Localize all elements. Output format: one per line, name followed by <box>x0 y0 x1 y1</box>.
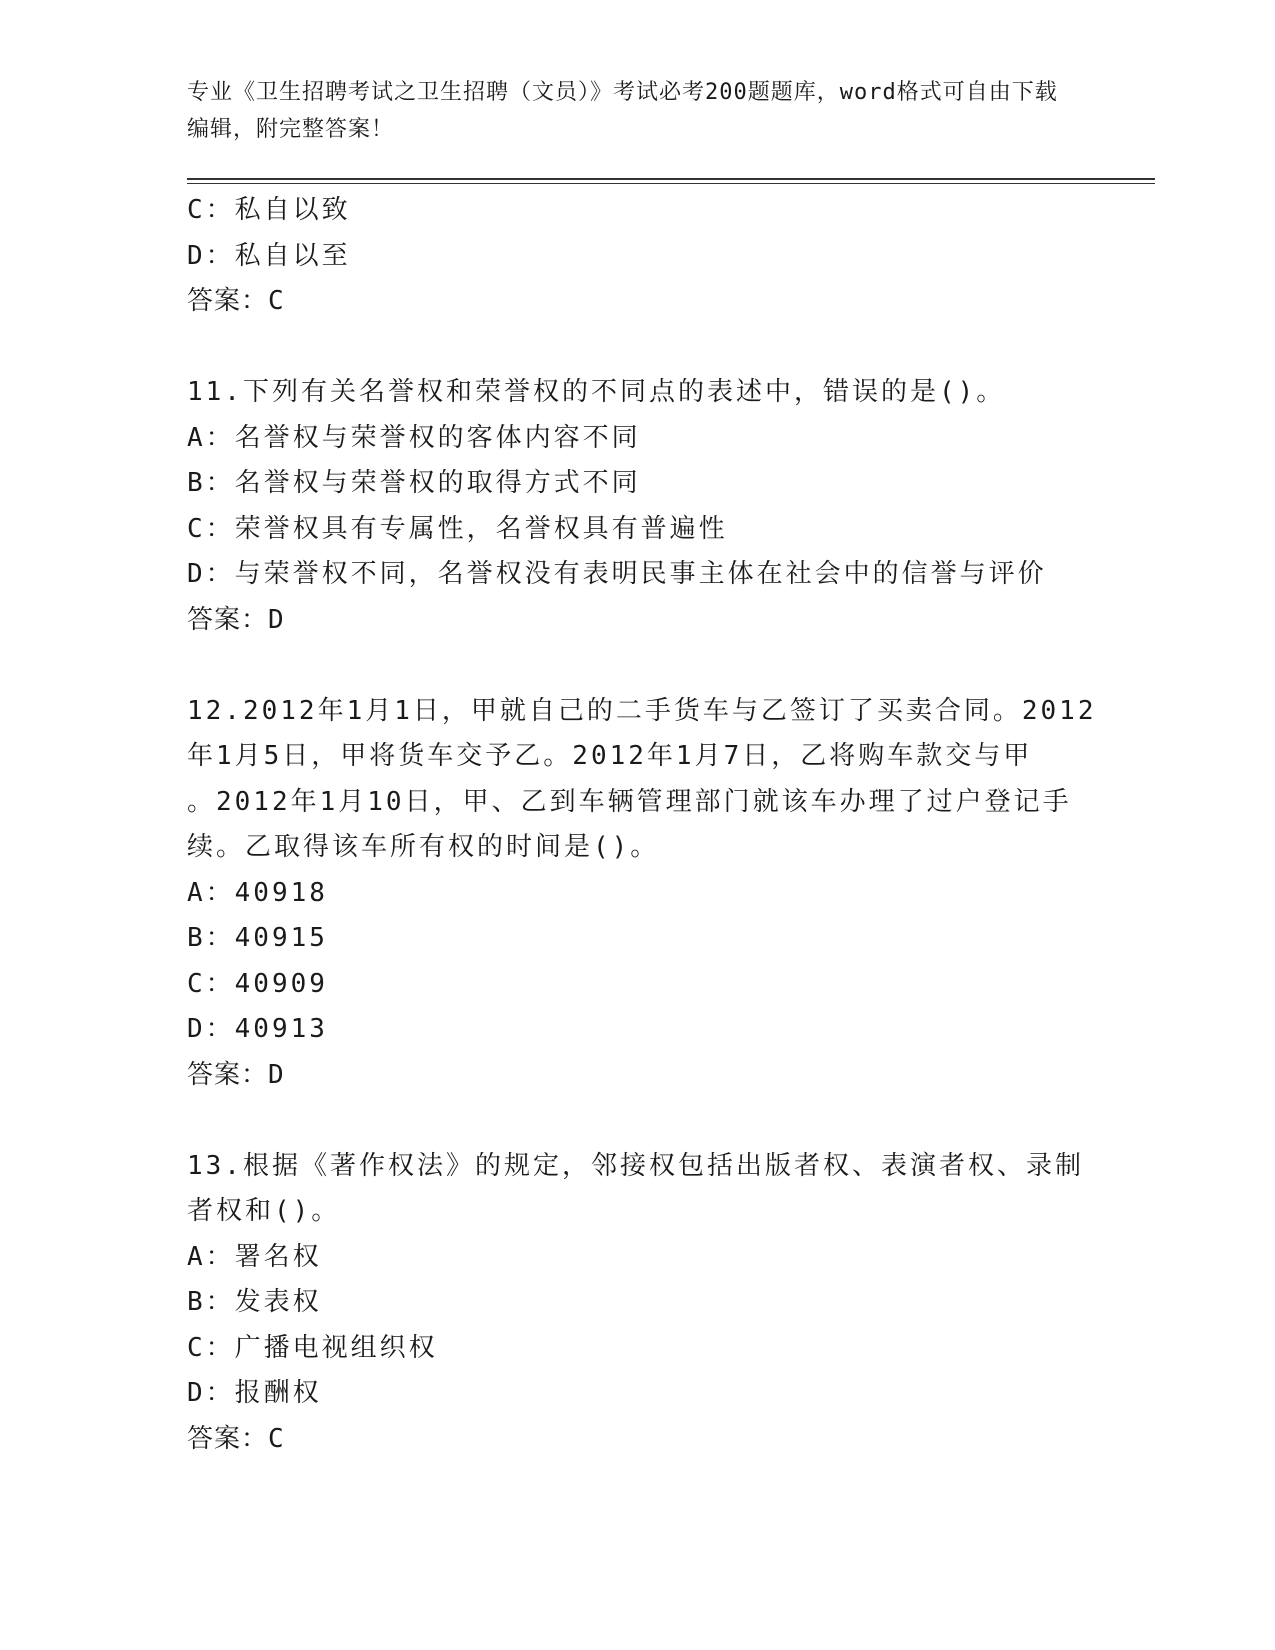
answer-label: 答案： <box>187 604 269 635</box>
answer-label: 答案： <box>187 286 269 316</box>
answer-label: 答案： <box>187 1059 269 1090</box>
option-d: D：报酬权 <box>187 1378 322 1408</box>
question-text-line-1: 13.根据《著作权法》的规定，邻接权包括出版者权、表演者权、录制 <box>187 1150 1084 1181</box>
option-a: A：40918 <box>187 877 328 908</box>
option-b: B：名誉权与荣誉权的取得方式不同 <box>187 468 641 498</box>
question-text-line-1: 12.2012年1月1日，甲就自己的二手货车与乙签订了买卖合同。2012 <box>187 695 1097 726</box>
question-text-line-4: 续。乙取得该车所有权的时间是()。 <box>187 832 660 862</box>
question-block-13 <box>187 1144 1155 1463</box>
question-block-11 <box>187 370 1155 643</box>
option-c: C：广播电视组织权 <box>187 1332 438 1363</box>
option-b: B：40915 <box>187 923 328 953</box>
spacer <box>187 1098 1155 1144</box>
answer-line <box>187 598 1155 644</box>
question-text-line-3: 。2012年1月10日，甲、乙到车辆管理部门就该车办理了过户登记手 <box>187 786 1072 817</box>
option-a: A：署名权 <box>187 1241 322 1272</box>
option-d: D：40913 <box>187 1014 328 1044</box>
option-d: D：私自以至 <box>187 240 351 271</box>
answer-line <box>187 1053 1155 1099</box>
answer-line <box>187 279 1155 325</box>
spacer <box>187 325 1155 371</box>
answer-value: C <box>268 286 285 316</box>
answer-value: D <box>268 1059 285 1090</box>
answer-value: C <box>268 1423 285 1454</box>
option-d: D：与荣誉权不同，名誉权没有表明民事主体在社会中的信誉与评价 <box>187 559 1047 589</box>
question-text-line-2: 年1月5日，甲将货车交予乙。2012年1月7日，乙将购车款交与甲 <box>187 741 1033 771</box>
question-block-10 <box>187 188 1155 325</box>
spacer <box>187 643 1155 689</box>
question-text: 11.下列有关名誉权和荣誉权的不同点的表述中，错误的是()。 <box>187 377 1006 407</box>
option-b: B：发表权 <box>187 1287 322 1317</box>
header-rule-thick <box>187 178 1155 180</box>
answer-label: 答案： <box>187 1423 269 1454</box>
header-rule-thin <box>187 183 1155 184</box>
answer-value: D <box>268 604 285 635</box>
question-text-line-2: 者权和()。 <box>187 1196 341 1226</box>
option-c: C：40909 <box>187 968 328 999</box>
option-a: A：名誉权与荣誉权的客体内容不同 <box>187 422 641 453</box>
document-header: 专业《卫生招聘考试之卫生招聘（文员）》考试必考200题题库，word格式可自由下载编辑，附完整答案！ <box>187 80 1058 142</box>
option-c: C：荣誉权具有专属性，名誉权具有普遍性 <box>187 513 728 544</box>
answer-line <box>187 1417 1155 1463</box>
option-c: C：私自以致 <box>187 195 351 225</box>
question-content <box>187 188 1155 1462</box>
question-block-12 <box>187 689 1155 1099</box>
